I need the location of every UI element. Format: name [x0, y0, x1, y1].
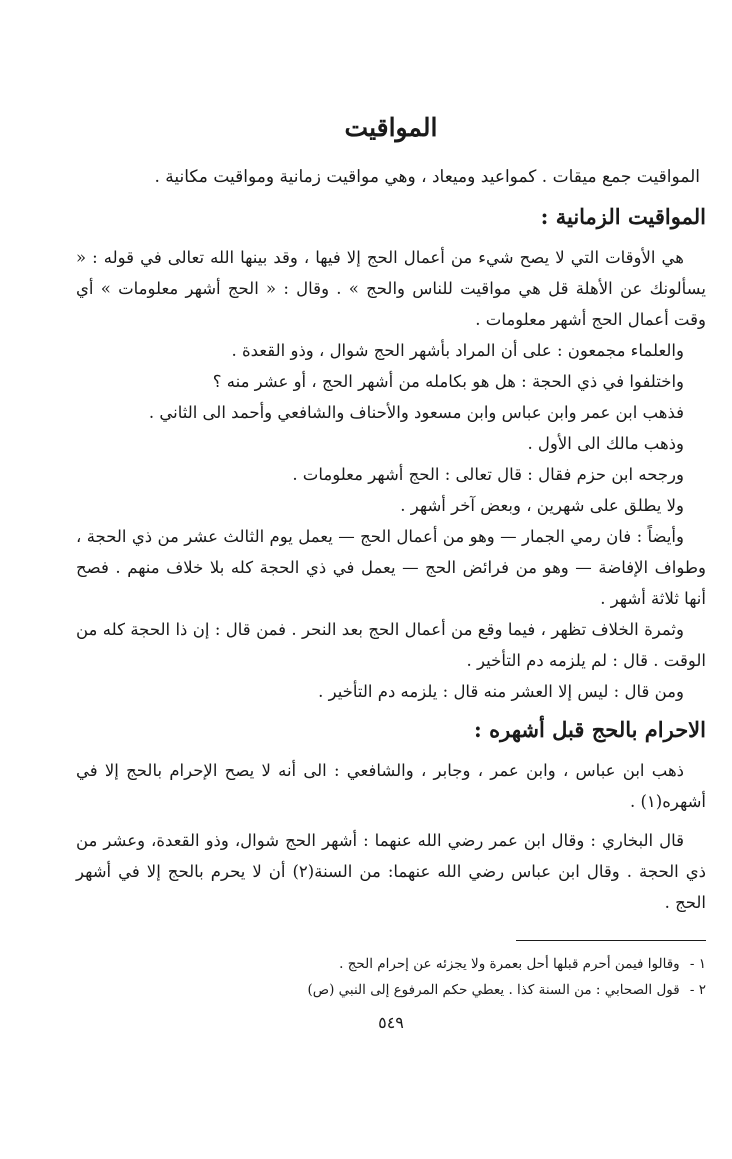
paragraph: والعلماء مجمعون : على أن المراد بأشهر الحج شوال ، وذو القعدة . [231, 341, 684, 360]
footnote-number: ٢ - [689, 982, 706, 998]
paragraph: ذهب ابن عباس ، وابن عمر ، وجابر ، والشافعي : الى أنه لا يصح الإحرام بالحج إلا في أشهره(١) . [76, 761, 706, 811]
paragraph: قال البخاري : وقال ابن عمر رضي الله عنهما : أشهر الحج شوال، وذو القعدة، وعشر من ذي الحجة . وقال ابن عباس رضي الله عنهما: من السنة(٢) أن لا يحرم بالحج إلا في أشهر الحج . [76, 831, 707, 912]
footnote-separator [516, 940, 706, 941]
paragraph: ومن قال : ليس إلا العشر منه قال : يلزمه دم التأخير . [318, 682, 684, 701]
footnote [76, 951, 706, 977]
footnote-text: قول الصحابي : من السنة كذا . يعطي حكم المرفوع إلى النبي (ص) [307, 982, 680, 998]
paragraph: وثمرة الخلاف تظهر ، فيما وقع من أعمال الحج بعد النحر . فمن قال : إن ذا الحجة كله من الوقت . قال : لم يلزمه دم التأخير . [76, 620, 706, 670]
section-heading-ihram: الاحرام بالحج قبل أشهره : [474, 717, 706, 742]
footnote-number: ١ - [689, 956, 706, 972]
footnote [76, 977, 706, 1003]
paragraph: فذهب ابن عمر وابن عباس وابن مسعود والأحناف والشافعي وأحمد الى الثاني . [148, 403, 684, 422]
paragraph: وأيضاً : فان رمي الجمار — وهو من أعمال الحج — يعمل يوم الثالث عشر من ذي الحجة ، وطواف الإفاضة — وهو من فرائض الحج — يعمل في ذي الحجة كله بلا خلاف منهم . فصح أنها ثلاثة أشهر . [76, 527, 706, 608]
section-heading-temporal: المواقيت الزمانية : [540, 204, 706, 229]
page-number: ٥٤٩ [378, 1013, 404, 1032]
intro-paragraph: المواقيت جمع ميقات . كمواعيد وميعاد ، وهي مواقيت زمانية ومواقيت مكانية . [154, 167, 700, 187]
footnote-text: وقالوا فيمن أحرم قبلها أحل بعمرة ولا يجزئه عن إحرام الحج . [339, 956, 680, 972]
paragraph: واختلفوا في ذي الحجة : هل هو بكامله من أشهر الحج ، أو عشر منه ؟ [212, 372, 684, 391]
paragraph: ورجحه ابن حزم فقال : قال تعالى : الحج أشهر معلومات . [292, 465, 684, 484]
paragraph: وذهب مالك الى الأول . [527, 434, 684, 453]
paragraph: هي الأوقات التي لا يصح شيء من أعمال الحج إلا فيها ، وقد بينها الله تعالى في قوله : « يسألونك عن الأهلة قل هي مواقيت للناس والحج » . وقال : « الحج أشهر معلومات » أي وقت أعمال الحج أشهر معلومات . [76, 248, 706, 329]
book-page [76, 108, 706, 1032]
page-title: المواقيت [344, 113, 438, 142]
paragraph: ولا يطلق على شهرين ، وبعض آخر أشهر . [400, 496, 684, 515]
